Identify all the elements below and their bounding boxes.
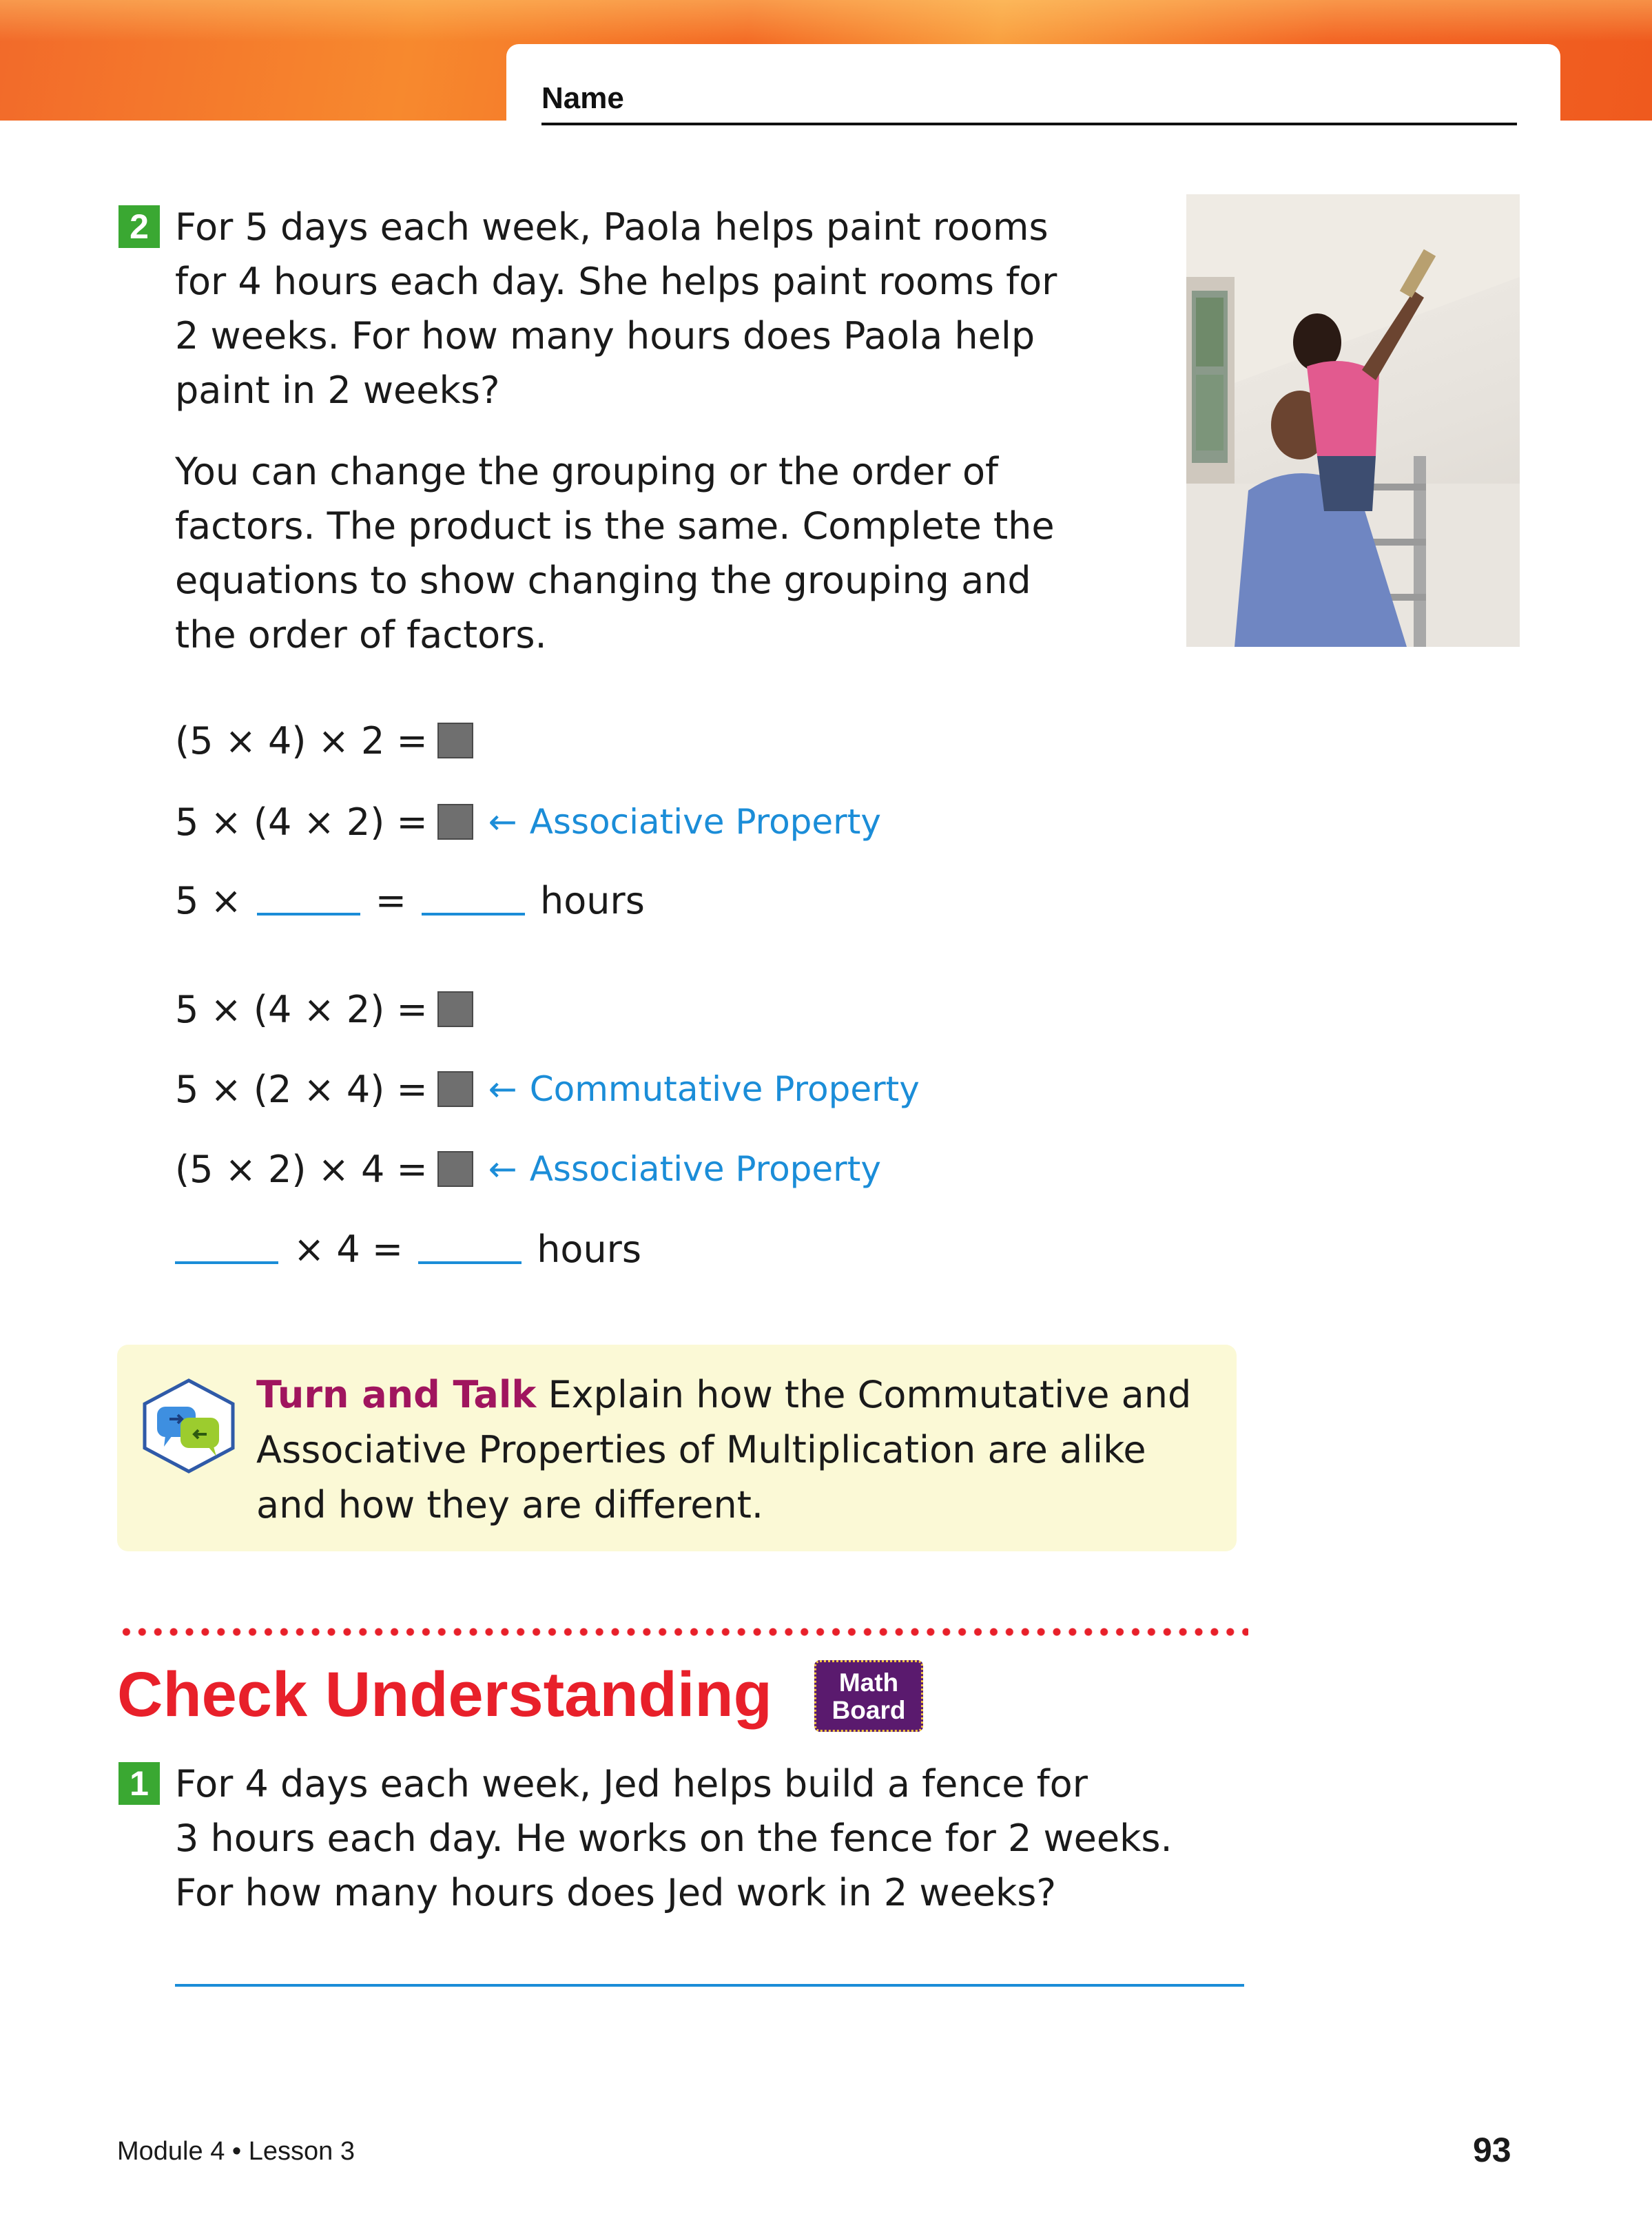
arrow-left-icon: ←: [488, 1069, 517, 1109]
equation-4-text: 5 × (4 × 2) =: [175, 987, 428, 1031]
turn-and-talk-icon: [139, 1378, 238, 1474]
equation-1-text: (5 × 4) × 2 =: [175, 718, 428, 763]
equation-5: [175, 1065, 920, 1113]
equation-1: [175, 716, 473, 765]
equation-2: [175, 798, 881, 846]
painting-photo-illustration: [1186, 194, 1520, 647]
equation-7-unit: hours: [537, 1227, 642, 1271]
answer-box[interactable]: [437, 723, 473, 758]
turn-and-talk-text: [256, 1367, 1221, 1533]
arrow-left-icon: ←: [488, 1149, 517, 1189]
answer-box[interactable]: [437, 1151, 473, 1187]
math-board-badge: [814, 1660, 923, 1732]
name-tab: [506, 44, 1560, 141]
equation-6-text: (5 × 2) × 4 =: [175, 1147, 428, 1191]
equation-3-unit: hours: [540, 878, 645, 922]
answer-blank[interactable]: [418, 1234, 522, 1264]
page-number: 93: [1473, 2131, 1511, 2169]
equation-4: [175, 985, 473, 1033]
problem-2-text: For 5 days each week, Paola helps paint rooms for 4 hours each day. She helps paint rooms for 2 weeks. For how many hours does Paola help paint in 2 weeks?: [175, 205, 1057, 412]
math-board-line2: Board: [832, 1696, 906, 1724]
equation-2-text: 5 × (4 × 2) =: [175, 800, 428, 844]
question-2-badge: 2: [118, 205, 160, 248]
math-board-line1: Math: [838, 1668, 899, 1697]
property-label: Commutative Property: [529, 1069, 920, 1109]
answer-blank[interactable]: [422, 885, 525, 916]
answer-line[interactable]: [175, 1984, 1244, 1987]
dotted-divider: [118, 1627, 1248, 1637]
arrow-left-icon: ←: [488, 802, 517, 842]
answer-box[interactable]: [437, 804, 473, 840]
painting-photo: [1186, 194, 1520, 647]
footer-module-lesson: Module 4 • Lesson 3: [117, 2137, 355, 2166]
equation-6: [175, 1145, 881, 1193]
answer-box[interactable]: [437, 991, 473, 1027]
equation-7-mid: × 4 =: [293, 1227, 404, 1271]
equation-7: [175, 1225, 641, 1273]
equation-3: [175, 876, 645, 924]
check-understanding-title: Check Understanding: [117, 1659, 772, 1730]
answer-blank[interactable]: [175, 1234, 278, 1264]
name-label: Name: [541, 81, 624, 115]
turn-and-talk-prompt: Explain how the Commutative and Associative Properties of Multiplication are alike and how they are different.: [256, 1373, 1192, 1527]
problem-2-instructions: You can change the grouping or the order of factors. The product is the same. Complete the equations to show changing the grouping and the order of factors.: [175, 450, 1055, 656]
turn-and-talk-title: Turn and Talk: [256, 1373, 537, 1416]
property-label: Associative Property: [529, 1149, 881, 1189]
equation-3-start: 5 ×: [175, 878, 242, 922]
answer-blank[interactable]: [257, 885, 360, 916]
name-field-line[interactable]: [541, 123, 1517, 125]
question-1-badge: 1: [118, 1762, 160, 1805]
equation-5-text: 5 × (2 × 4) =: [175, 1067, 428, 1111]
question-1-text: For 4 days each week, Jed helps build a fence for 3 hours each day. He works on the fence for 2 weeks. For how many hours does Jed work in 2 weeks?: [175, 1762, 1173, 1914]
answer-box[interactable]: [437, 1071, 473, 1107]
property-label: Associative Property: [529, 802, 881, 842]
equation-3-equals: =: [375, 878, 407, 922]
